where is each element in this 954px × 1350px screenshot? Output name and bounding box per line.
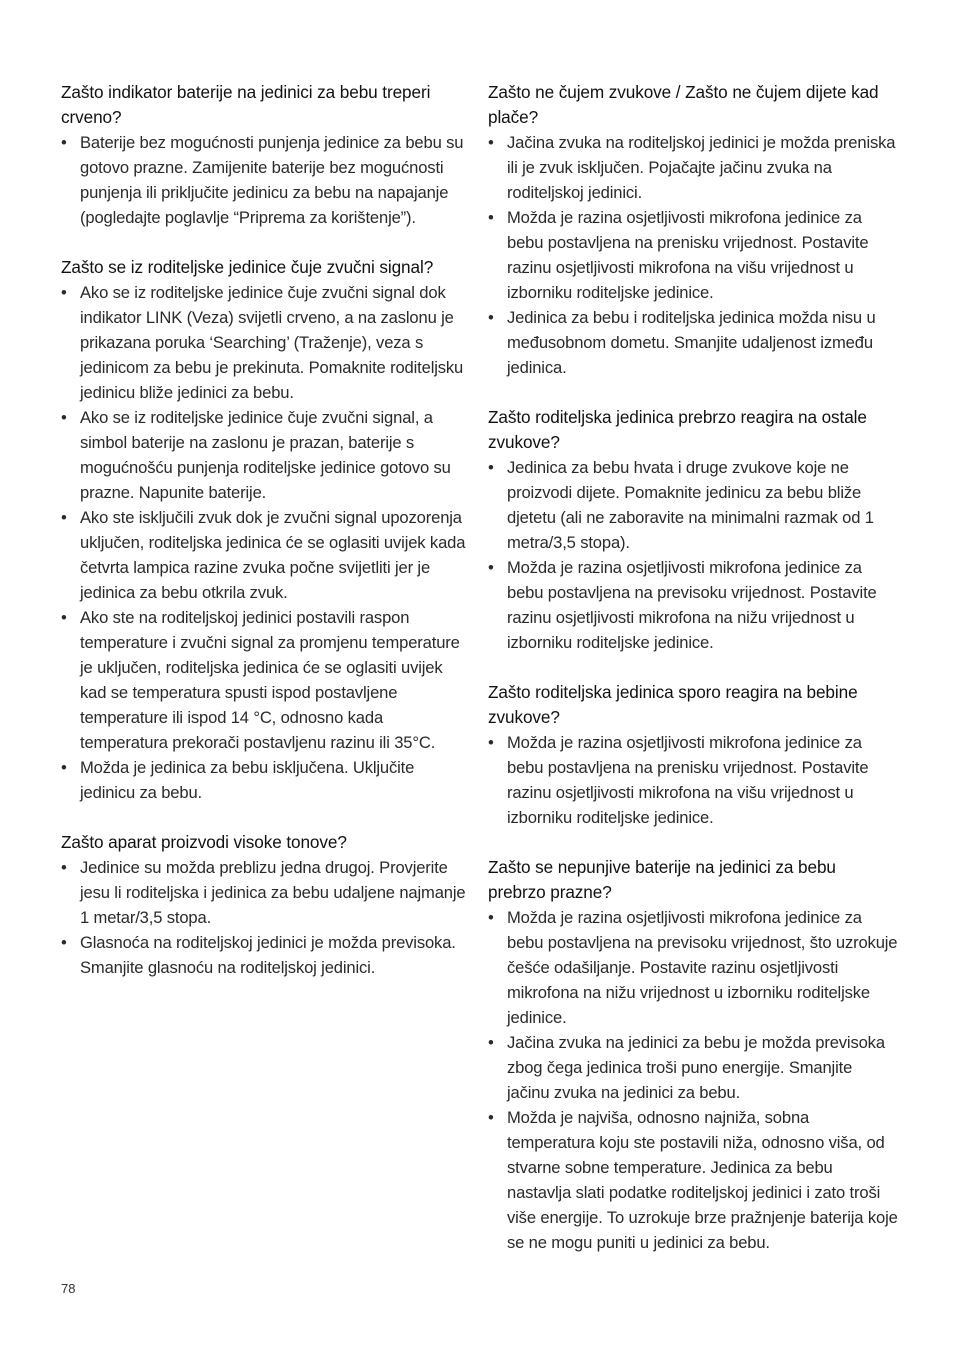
question-heading: Zašto ne čujem zvukove / Zašto ne čujem dijete kad plače?	[488, 82, 879, 127]
question-heading: Zašto roditeljska jedinica sporo reagira na bebine zvukove?	[488, 682, 858, 727]
answer-item: • Ako ste isključili zvuk dok je zvučni signal upozorenja uključen, roditeljska jedinica će se oglasiti uvijek kada četvrta lampica razine zvuka počne svijetliti jer je jedinica za bebu otkrila zvuk.	[61, 505, 471, 605]
answer-item: • Ako se iz roditeljske jedinice čuje zvučni signal dok indikator LINK (Veza) svijetli crveno, a na zaslonu je prikazana poruka ‘Searching’ (Traženje), veza s jedinicom za bebu je prekinuta. Pomaknite roditeljsku jedinicu bliže jedinici za bebu.	[61, 280, 471, 405]
answer-item: • Jačina zvuka na jedinici za bebu je možda previsoka zbog čega jedinica troši puno energije. Smanjite jačinu zvuka na jedinici za bebu.	[488, 1030, 898, 1105]
question-heading: Zašto roditeljska jedinica prebrzo reagira na ostale zvukove?	[488, 407, 867, 452]
answer-item: • Jačina zvuka na roditeljskoj jedinici je možda preniska ili je zvuk isključen. Pojačajte jačinu zvuka na roditeljskoj jedinici.	[488, 130, 898, 205]
answer-item: • Baterije bez mogućnosti punjenja jedinice za bebu su gotovo prazne. Zamijenite baterije bez mogućnosti punjenja ili priključite jedinicu za bebu na napajanje (pogledajte poglavlje “Priprema za korištenje”).	[61, 130, 471, 230]
question-heading: Zašto indikator baterije na jedinici za bebu treperi crveno?	[61, 82, 431, 127]
page-number: 78	[61, 1281, 76, 1296]
faq-section	[61, 830, 471, 980]
answer-item: • Možda je razina osjetljivosti mikrofona jedinice za bebu postavljena na prenisku vrijednost. Postavite razinu osjetljivosti mikrofona na višu vrijednost u izborniku roditeljske jedinice.	[488, 730, 898, 830]
question-heading: Zašto se iz roditeljske jedinice čuje zvučni signal?	[61, 257, 434, 277]
answer-list	[488, 455, 898, 655]
answer-item: • Ako ste na roditeljskoj jedinici postavili raspon temperature i zvučni signal za promjenu temperature je uključen, roditeljska jedinica će se oglasiti uvijek kad se temperatura spusti ispod postavljene temperature ili ispod 14 °C, odnosno kada temperatura prekorači postavljenu razinu ili 35°C.	[61, 605, 471, 755]
faq-section	[488, 80, 898, 380]
answer-item: • Jedinice su možda preblizu jedna drugoj. Provjerite jesu li roditeljska i jedinica za bebu udaljene najmanje 1 metar/3,5 stopa.	[61, 855, 471, 930]
answer-item: • Možda je razina osjetljivosti mikrofona jedinice za bebu postavljena na previsoku vrijednost. Postavite razinu osjetljivosti mikrofona na nižu vrijednost u izborniku roditeljske jedinice.	[488, 555, 898, 655]
answer-list	[488, 130, 898, 380]
question-heading: Zašto aparat proizvodi visoke tonove?	[61, 832, 347, 852]
answer-item: • Možda je najviša, odnosno najniža, sobna temperatura koju ste postavili niža, odnosno viša, od stvarne sobne temperature. Jedinica za bebu nastavlja slati podatke roditeljskoj jedinici i zato troši više energije. To uzrokuje brze pražnjenje baterija koje se ne mogu puniti u jedinici za bebu.	[488, 1105, 898, 1255]
answer-item: • Možda je jedinica za bebu isključena. Uključite jedinicu za bebu.	[61, 755, 471, 805]
answer-item: • Možda je razina osjetljivosti mikrofona jedinice za bebu postavljena na previsoku vrijednost, što uzrokuje češće odašiljanje. Postavite razinu osjetljivosti mikrofona na nižu vrijednost u izborniku roditeljske jedinice.	[488, 905, 898, 1030]
faq-section	[488, 405, 898, 655]
faq-section	[61, 80, 471, 230]
answer-list	[488, 730, 898, 830]
answer-item: • Ako se iz roditeljske jedinice čuje zvučni signal, a simbol baterije na zaslonu je prazan, baterije s mogućnošću punjenja roditeljske jedinice gotovo su prazne. Napunite baterije.	[61, 405, 471, 505]
answer-list	[61, 130, 471, 230]
right-column	[488, 80, 898, 1280]
answer-list	[61, 855, 471, 980]
answer-list	[488, 905, 898, 1255]
answer-item: • Jedinica za bebu hvata i druge zvukove koje ne proizvodi dijete. Pomaknite jedinicu za bebu bliže djetetu (ali ne zaboravite na minimalni razmak od 1 metra/3,5 stopa).	[488, 455, 898, 555]
faq-section	[488, 855, 898, 1255]
answer-item: • Jedinica za bebu i roditeljska jedinica možda nisu u međusobnom dometu. Smanjite udaljenost između jedinica.	[488, 305, 898, 380]
faq-section	[61, 255, 471, 805]
answer-item: • Možda je razina osjetljivosti mikrofona jedinice za bebu postavljena na prenisku vrijednost. Postavite razinu osjetljivosti mikrofona na višu vrijednost u izborniku roditeljske jedinice.	[488, 205, 898, 305]
answer-item: • Glasnoća na roditeljskoj jedinici je možda previsoka. Smanjite glasnoću na roditeljskoj jedinici.	[61, 930, 471, 980]
question-heading: Zašto se nepunjive baterije na jedinici za bebu prebrzo prazne?	[488, 857, 836, 902]
answer-list	[61, 280, 471, 805]
left-column	[61, 80, 471, 1005]
faq-section	[488, 680, 898, 830]
